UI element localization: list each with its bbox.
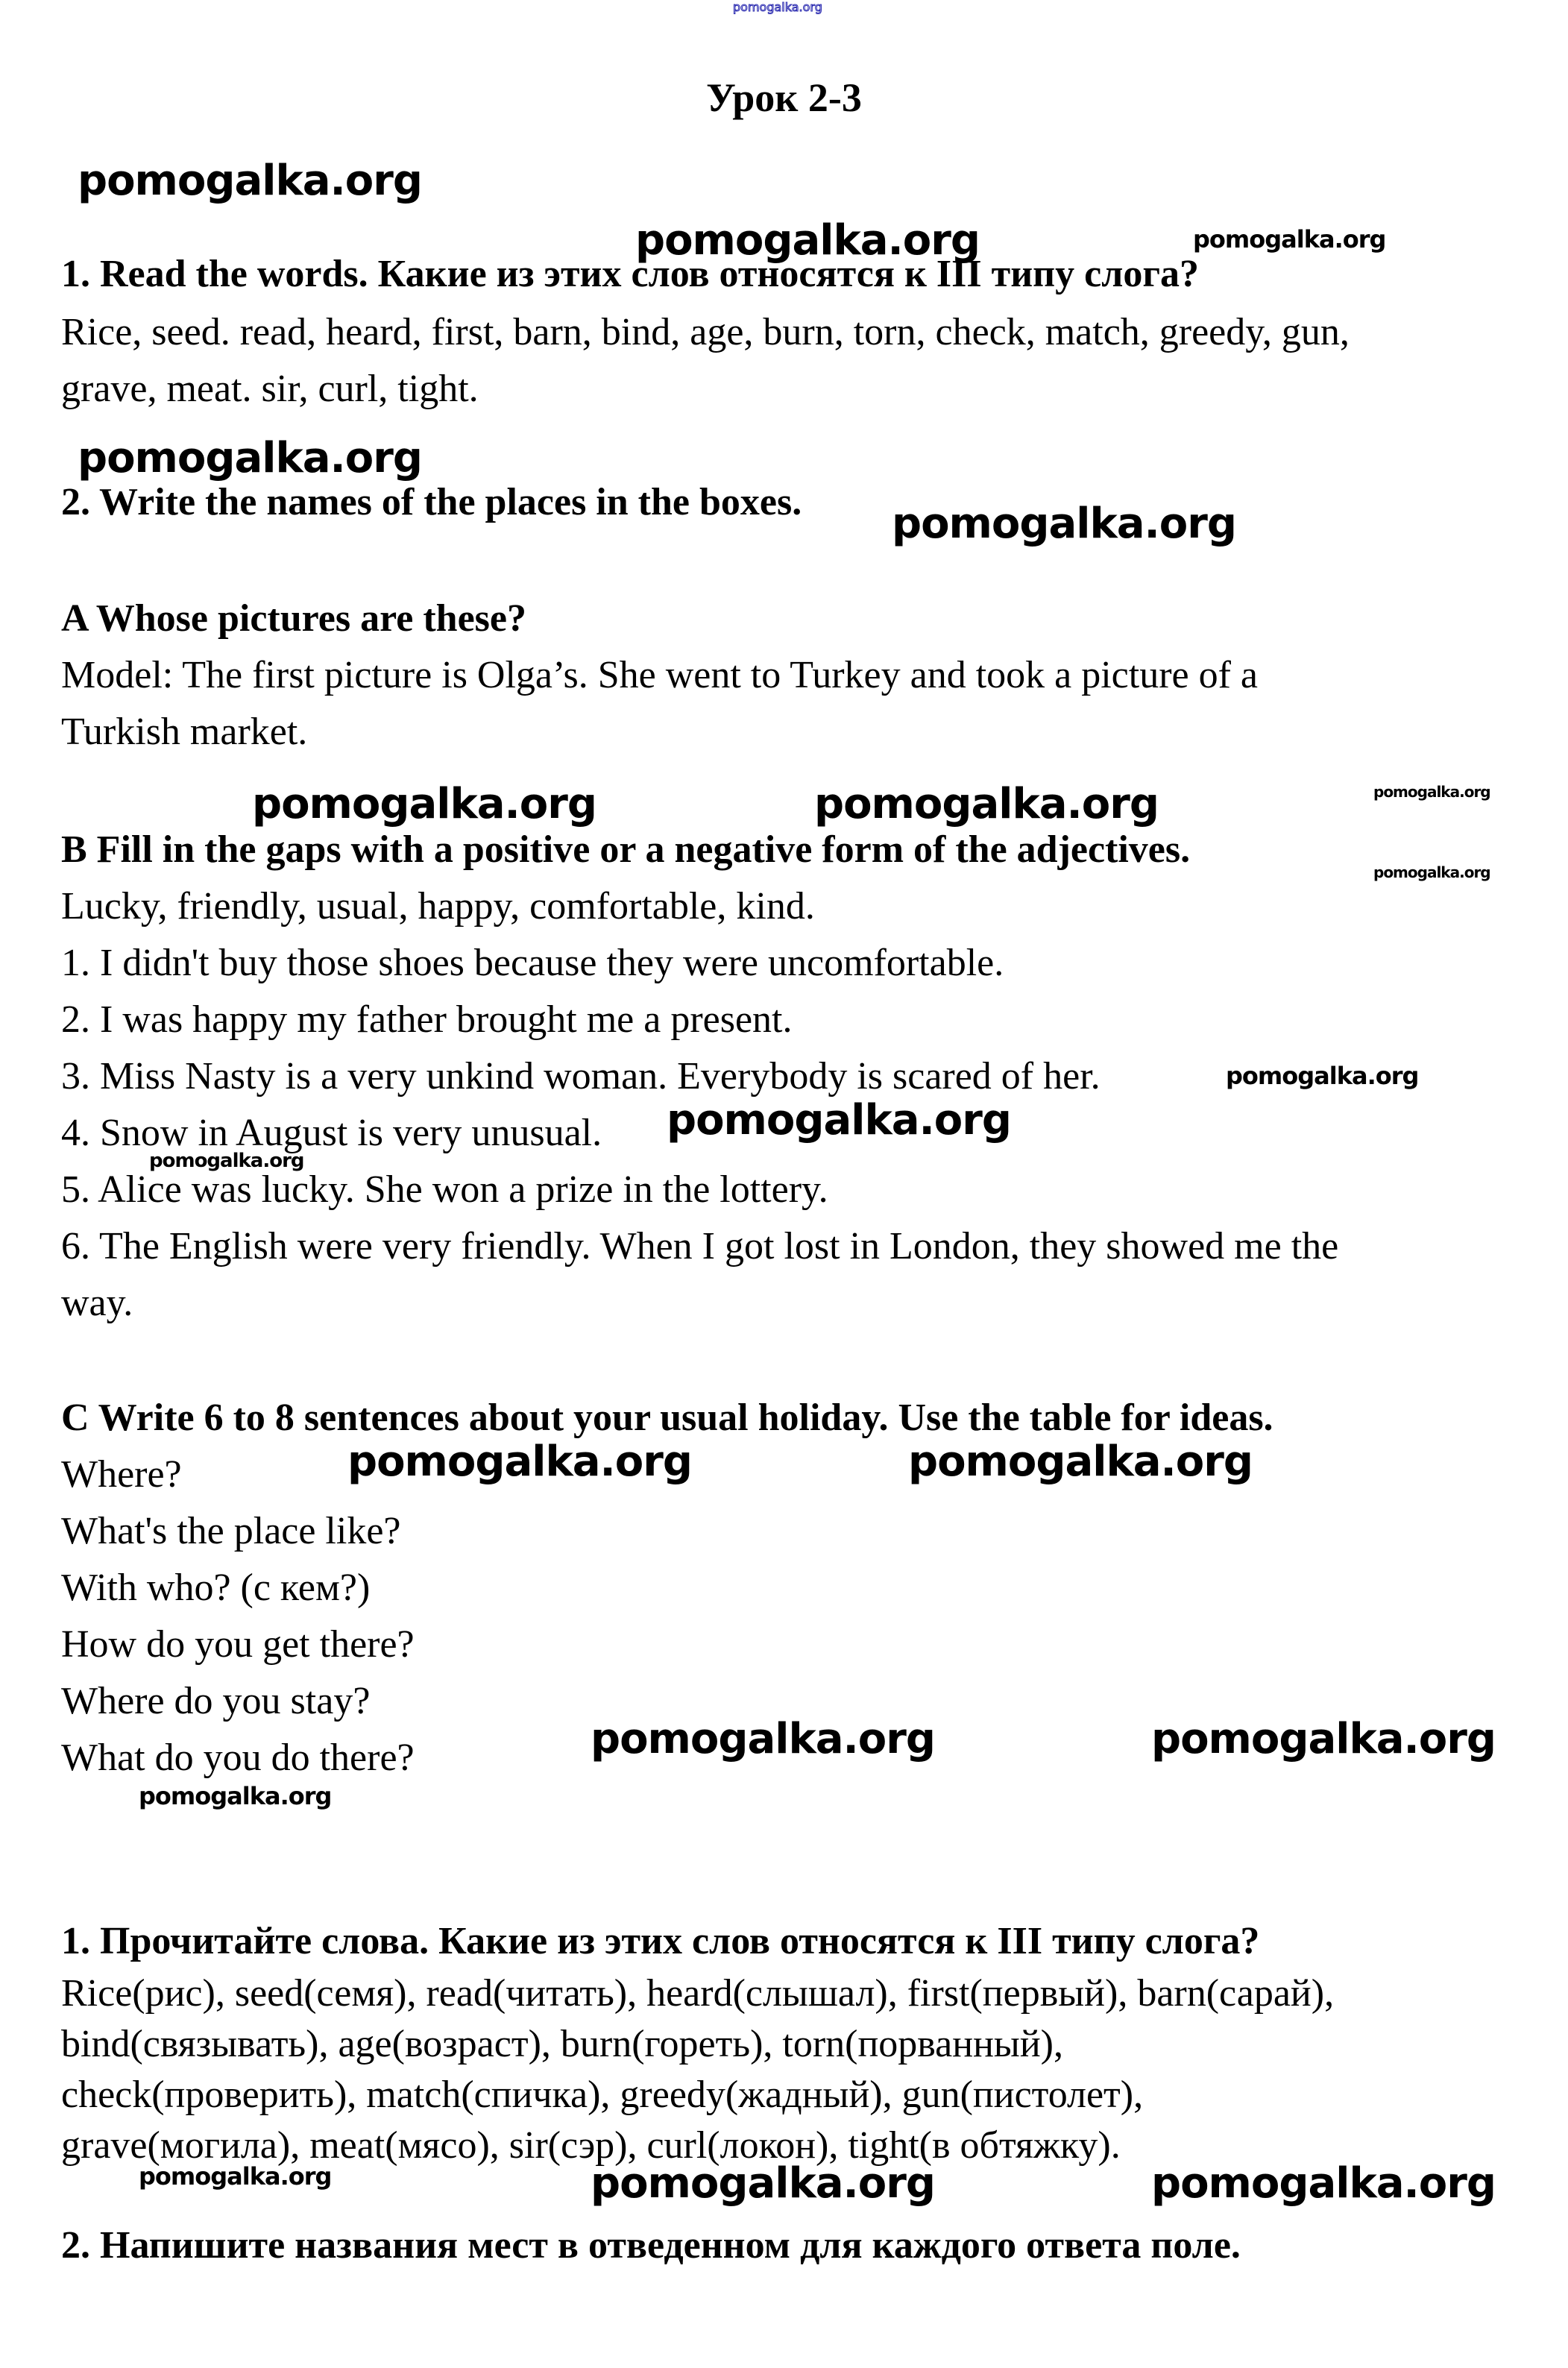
sectionB-item: 3. Miss Nasty is a very unkind woman. Everybody is scared of her. [61,1055,1101,1098]
section1-line: Rice, seed. read, heard, first, barn, bind, age, burn, torn, check, match, greedy, gun, [61,311,1350,353]
sectionC-question: How do you get there? [61,1623,415,1666]
watermark: pomogalka.org [1373,783,1490,801]
sectionC-question: With who? (с кем?) [61,1566,371,1609]
watermark: pomogalka.org [139,1782,332,1810]
sectionB-word-list: Lucky, friendly, usual, happy, comfortable, kind. [61,885,815,928]
watermark: pomogalka.org [347,1438,692,1486]
section1-heading: 1. Read the words. Какие из этих слов относятся к III типу слога? [61,253,1199,295]
sectionC-question: What do you do there? [61,1736,415,1779]
sectionB-item: 5. Alice was lucky. She won a prize in the lottery. [61,1168,828,1211]
watermark: pomogalka.org [149,1150,304,1172]
sectionB-item: way. [61,1282,133,1324]
watermark: pomogalka.org [1151,1715,1496,1763]
section2-heading: 2. Write the names of the places in the boxes. [61,481,802,523]
watermark: pomogalka.org [252,780,596,828]
watermark: pomogalka.org [591,1715,935,1763]
watermark: pomogalka.org [892,500,1236,548]
sectionC-heading: C Write 6 to 8 sentences about your usual holiday. Use the table for ideas. [61,1396,1273,1439]
watermark: pomogalka.org [139,2162,332,2191]
watermark: pomogalka.org [635,216,980,265]
translation1-line: grave(могила), meat(мясо), sir(сэр), curl(локон), tight(в обтяжку). [61,2124,1121,2167]
sectionC-question: Where? [61,1453,182,1496]
sectionB-item: 6. The English were very friendly. When I got lost in London, they showed me the [61,1225,1339,1268]
watermark: pomogalka.org [591,2159,935,2208]
watermark: pomogalka.org [1151,2159,1496,2208]
translation1-line: check(проверить), match(спичка), greedy(жадный), gun(пистолет), [61,2073,1144,2116]
watermark: pomogalka.org [78,434,422,482]
watermark: pomogalka.org [78,157,422,205]
page-title: Урок 2-3 [706,75,862,120]
translation1-line: Rice(рис), seed(семя), read(читать), heard(слышал), first(первый), barn(сарай), [61,1972,1335,2015]
sectionB-item: 2. I was happy my father brought me a present. [61,998,793,1041]
watermark: pomogalka.org [814,780,1159,828]
watermark: pomogalka.org [1373,863,1490,881]
sectionA-line: Model: The first picture is Olga’s. She went to Turkey and took a picture of a [61,654,1258,696]
top-watermark: pomogalka.org [733,0,822,14]
watermark: pomogalka.org [908,1438,1253,1486]
sectionB-item: 1. I didn't buy those shoes because they were uncomfortable. [61,942,1004,984]
sectionC-question: What's the place like? [61,1510,401,1552]
translation1-line: bind(связывать), age(возраст), burn(гореть), torn(порванный), [61,2023,1063,2065]
sectionA-heading: A Whose pictures are these? [61,597,526,640]
sectionA-line: Turkish market. [61,711,308,753]
sectionB-heading: B Fill in the gaps with a positive or a negative form of the adjectives. [61,828,1191,871]
watermark: pomogalka.org [1193,225,1386,254]
section1-line: grave, meat. sir, curl, tight. [61,368,479,410]
watermark: pomogalka.org [1226,1062,1419,1090]
translation2-heading: 2. Напишите названия мест в отведенном для каждого ответа поле. [61,2224,1241,2267]
watermark: pomogalka.org [667,1096,1011,1144]
sectionC-question: Where do you stay? [61,1680,371,1722]
sectionB-item: 4. Snow in August is very unusual. [61,1112,602,1154]
translation1-heading: 1. Прочитайте слова. Какие из этих слов относятся к III типу слога? [61,1920,1260,1962]
